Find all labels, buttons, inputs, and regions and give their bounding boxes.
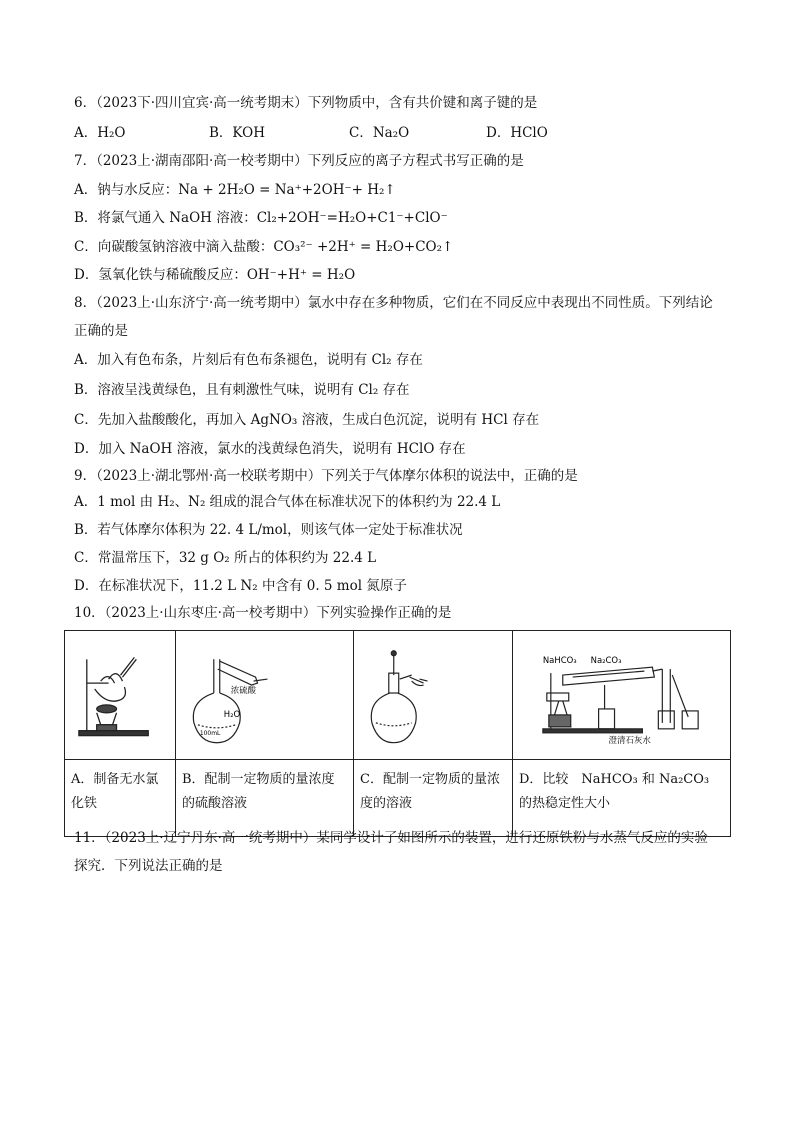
q6-option-b: B．KOH [209, 125, 265, 141]
heating-apparatus-figure [65, 631, 175, 759]
q10-figure-d-cell [513, 631, 731, 760]
thermal-stability-apparatus-figure [513, 631, 730, 759]
sodium-carbonate-label: Na₂CO₃ [590, 655, 622, 666]
q10-caption-a: A．制备无水氯化铁 [65, 760, 176, 837]
q8-stem-line2: 正确的是 [74, 323, 128, 339]
q8-option-a: A．加入有色布条，片刻后有色布条褪色，说明有 Cl₂ 存在 [74, 352, 423, 368]
q7-option-b: B．将氯气通入 NaOH 溶液：Cl₂+2OH⁻=H₂O+C1⁻+ClO⁻ [74, 210, 448, 226]
q9-option-c: C．常温常压下，32 g O₂ 所占的体积约为 22.4 L [74, 550, 377, 566]
q10-caption-b: B．配制一定物质的量浓度的硫酸溶液 [176, 760, 354, 837]
sodium-bicarbonate-label: NaHCO₃ [542, 655, 577, 666]
q9-option-d: D．在标准状况下，11.2 L N₂ 中含有 0. 5 mol 氮原子 [74, 578, 407, 594]
q10-figure-c-cell [354, 631, 513, 760]
q6-stem: 6．（2023下·四川宜宾·高一统考期末）下列物质中，含有共价键和离子键的是 [74, 95, 538, 111]
q9-stem: 9．（2023上·湖北鄂州·高一校联考期中）下列关于气体摩尔体积的说法中，正确的是 [74, 468, 578, 484]
q10-figure-b-cell [176, 631, 354, 760]
q7-option-d: D．氢氧化铁与稀硫酸反应：OH⁻+H⁺ = H₂O [74, 267, 356, 283]
q7-stem: 7．（2023上·湖南邵阳·高一校考期中）下列反应的离子方程式书写正确的是 [74, 153, 524, 169]
q8-option-d: D．加入 NaOH 溶液，氯水的浅黄绿色消失，说明有 HClO 存在 [74, 441, 466, 457]
q11-stem-line1: 11．（2023上·辽宁丹东·高一统考期中）某同学设计了如图所示的装置，进行还原铁粉与水蒸气反应的实验 [74, 830, 708, 846]
q10-figure-a-cell [65, 631, 176, 760]
q10-caption-c: C．配制一定物质的量浓度的溶液 [354, 760, 513, 837]
q9-option-a: A．1 mol 由 H₂、N₂ 组成的混合气体在标准状况下的体积约为 22.4 L [74, 494, 501, 510]
q8-option-c: C．先加入盐酸酸化，再加入 AgNO₃ 溶液，生成白色沉淀，说明有 HCl 存在 [74, 412, 540, 428]
flask-volume-label: 100mL [199, 729, 221, 737]
q8-stem-line1: 8．（2023上·山东济宁·高一统考期中）氯水中存在多种物质，它们在不同反应中表现出不同性质。下列结论 [74, 295, 713, 311]
q6-option-a: A．H₂O [74, 125, 126, 141]
q10-caption-d: D．比较 NaHCO₃ 和 Na₂CO₃ 的热稳定性大小 [513, 760, 731, 837]
q6-option-d: D．HClO [486, 125, 548, 141]
q8-option-b: B．溶液呈浅黄绿色，且有刺激性气味，说明有 Cl₂ 存在 [74, 382, 410, 398]
q7-option-c: C．向碳酸氢钠溶液中滴入盐酸：CO₃²⁻ +2H⁺ = H₂O+CO₂↑ [74, 239, 454, 255]
water-label: H₂O [223, 708, 241, 719]
flask-shaking-figure [354, 631, 512, 759]
volumetric-flask-dilution-figure [176, 631, 353, 759]
q6-options [74, 124, 694, 142]
q10-stem: 10．（2023上·山东枣庄·高一校考期中）下列实验操作正确的是 [74, 605, 452, 621]
q7-option-a: A．钠与水反应：Na + 2H₂O = Na⁺+2OH⁻+ H₂↑ [74, 182, 396, 198]
q11-stem-line2: 探究．下列说法正确的是 [74, 858, 223, 874]
q6-option-c: C．Na₂O [349, 125, 410, 141]
limewater-label: 澄清石灰水 [608, 734, 651, 745]
q9-option-b: B．若气体摩尔体积为 22. 4 L/mol，则该气体一定处于标准状况 [74, 522, 463, 538]
sulfuric-acid-label: 浓硫酸 [230, 685, 257, 696]
q10-experiment-table [64, 630, 731, 837]
